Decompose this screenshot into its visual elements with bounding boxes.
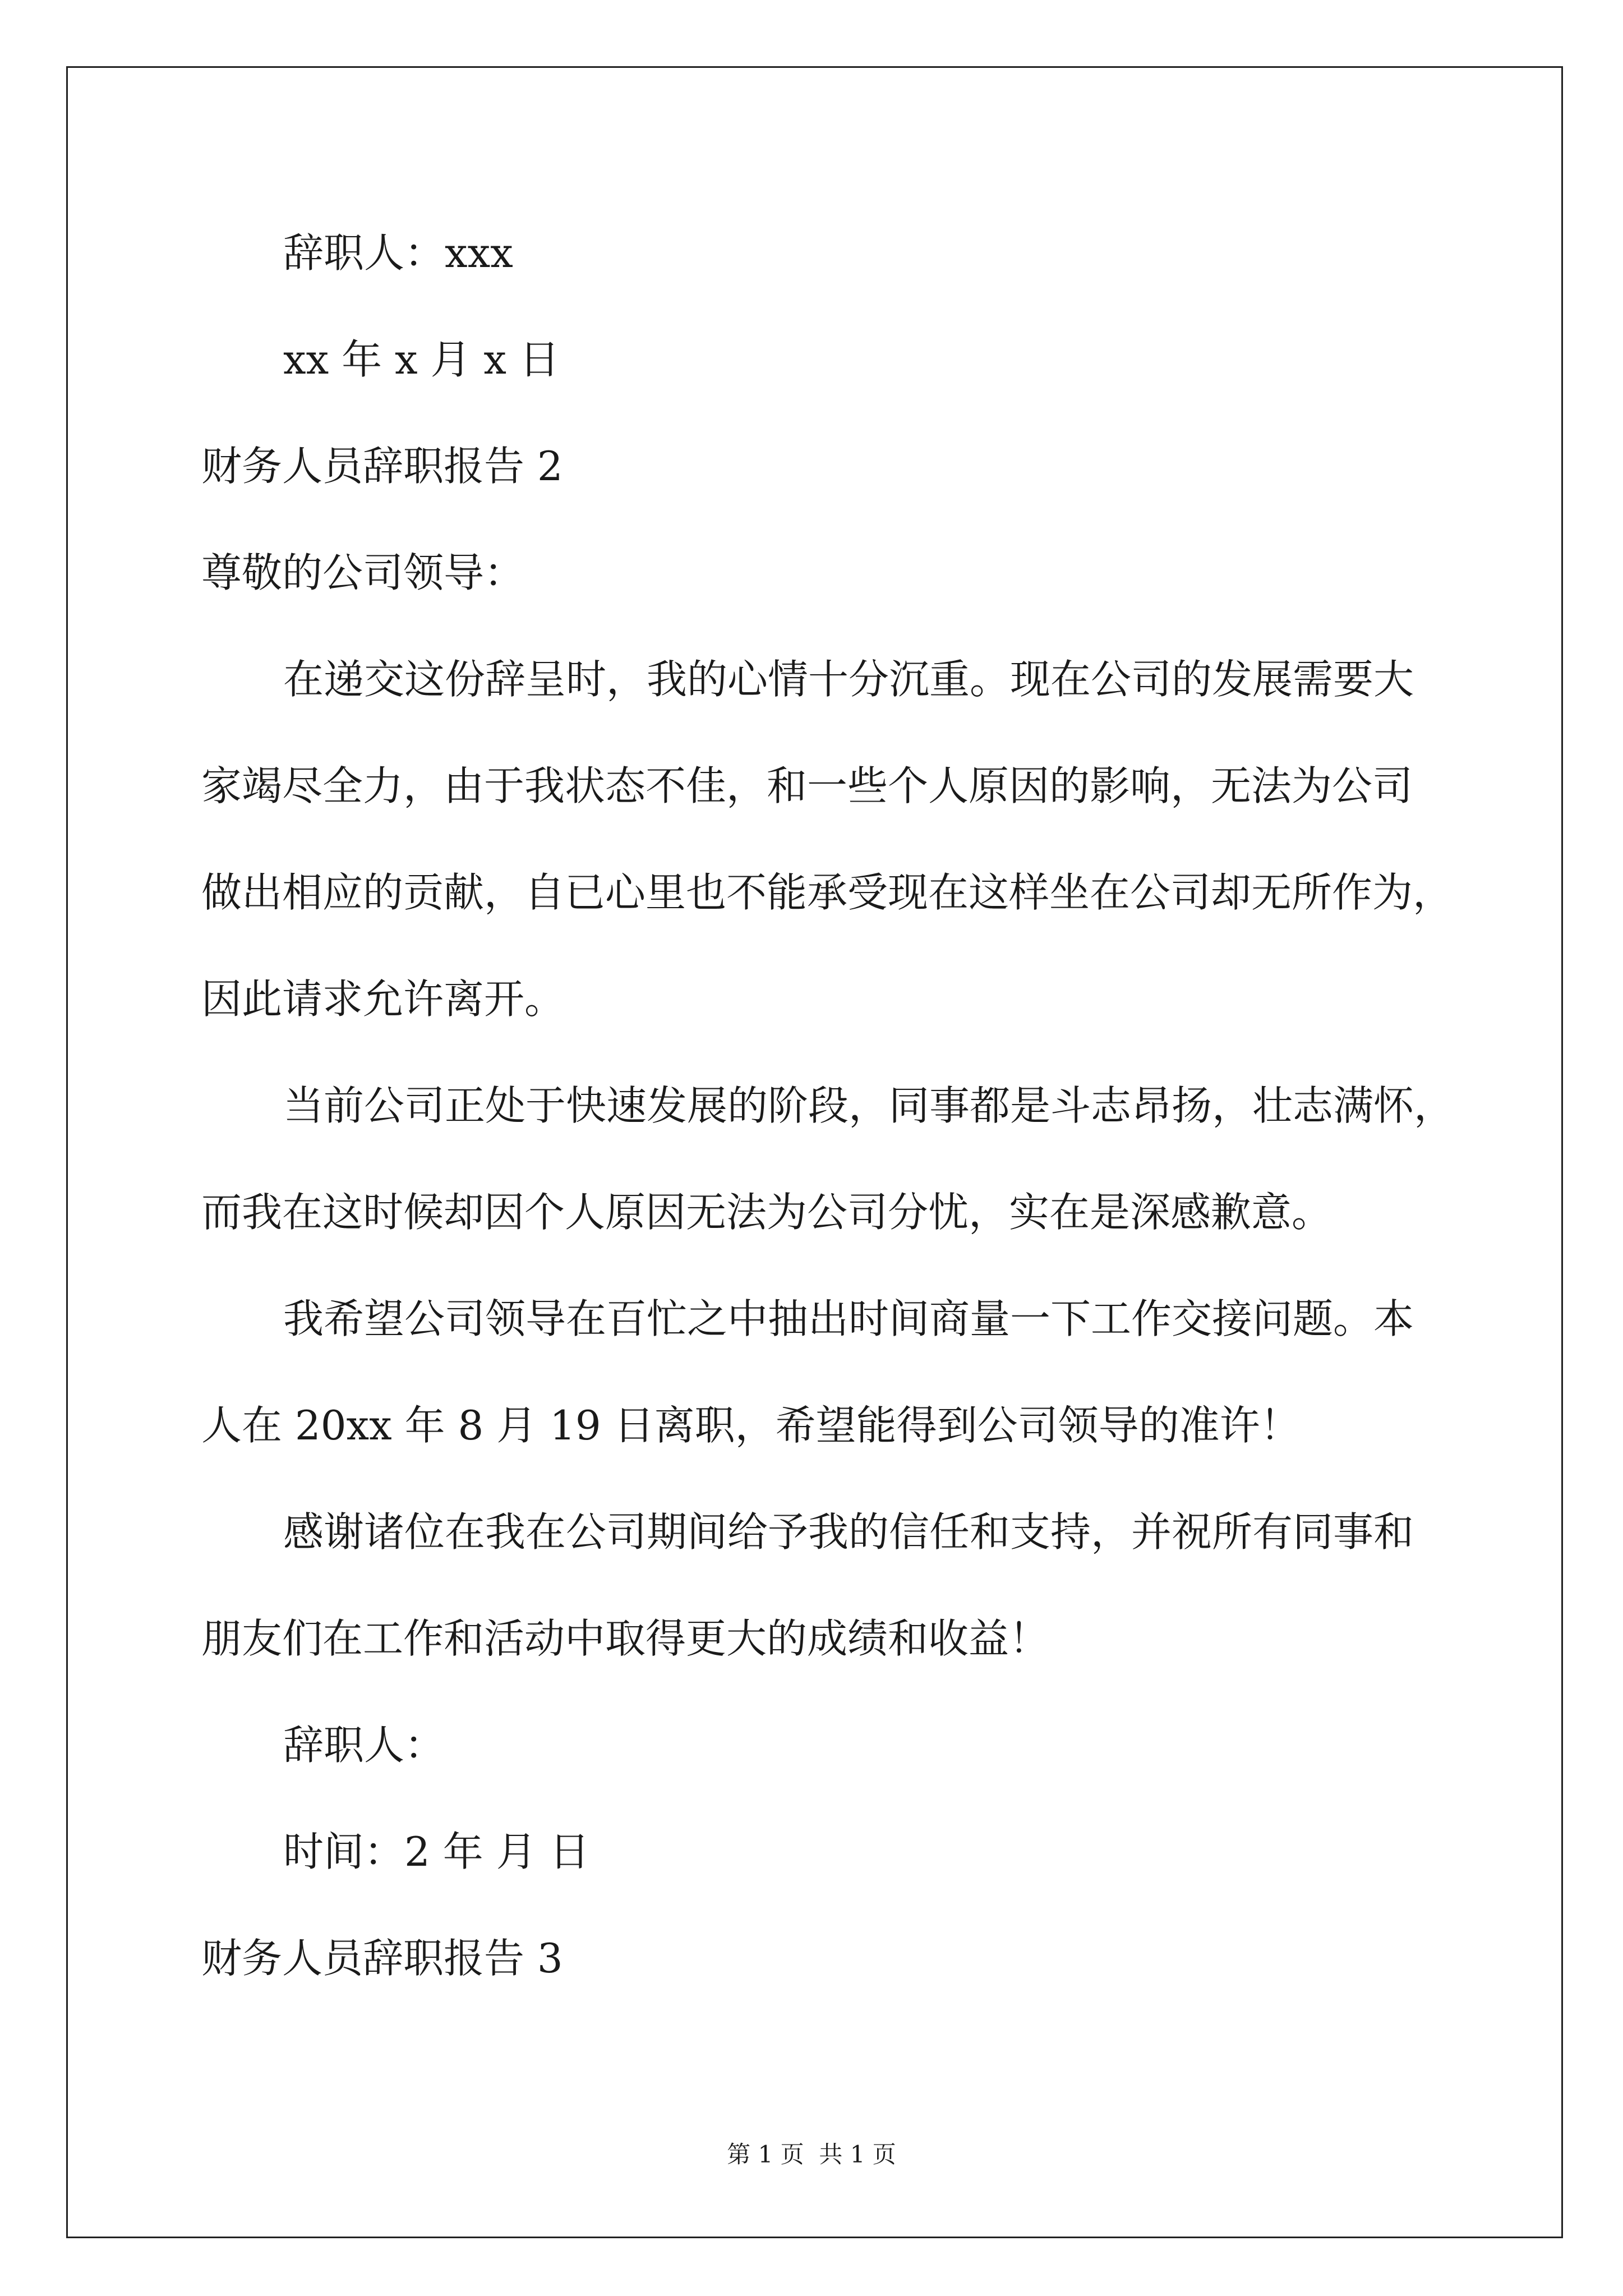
paragraph	[201, 626, 1491, 1052]
date-line: 时间：2 年 月 日	[283, 1828, 590, 1875]
salutation: 尊敬的公司领导：	[201, 549, 525, 596]
page-number: 第 1 页 共 1 页	[727, 2141, 896, 2168]
paragraph-line: 家竭尽全力，由于我状态不佳，和一些个人原因的影响，无法为公司	[201, 762, 1413, 809]
paragraph-line: 而我在这时候却因个人原因无法为公司分忧，实在是深感歉意。	[201, 1189, 1332, 1236]
signer-line: 辞职人：xxx	[283, 229, 513, 277]
date-line: xx 年 x 月 x 日	[283, 336, 560, 383]
paragraph	[201, 1479, 1491, 1692]
paragraph-line: 感谢诸位在我在公司期间给予我的信任和支持，并祝所有同事和	[283, 1508, 1414, 1556]
signer-line: 辞职人：	[283, 1722, 445, 1769]
paragraph-line: 人在 20xx 年 8 月 19 日离职，希望能得到公司领导的准许！	[201, 1402, 1301, 1449]
paragraph-line: 做出相应的贡献，自已心里也不能承受现在这样坐在公司却无所作为，	[201, 869, 1454, 916]
paragraph-line: 我希望公司领导在百忙之中抽出时间商量一下工作交接问题。本	[283, 1295, 1414, 1342]
paragraph-line: 当前公司正处于快速发展的阶段，同事都是斗志昂扬，壮志满怀，	[283, 1082, 1455, 1129]
paragraph-line: 在递交这份辞呈时，我的心情十分沉重。现在公司的发展需要大	[283, 656, 1414, 703]
section-title: 财务人员辞职报告 2	[201, 443, 563, 490]
document-body	[201, 200, 1491, 2012]
paragraph	[201, 1052, 1491, 1266]
paragraph-line: 朋友们在工作和活动中取得更大的成绩和收益！	[201, 1615, 1050, 1662]
paragraph-line: 因此请求允许离开。	[201, 976, 565, 1023]
section-title: 财务人员辞职报告 3	[201, 1935, 563, 1982]
paragraph	[201, 1266, 1491, 1479]
